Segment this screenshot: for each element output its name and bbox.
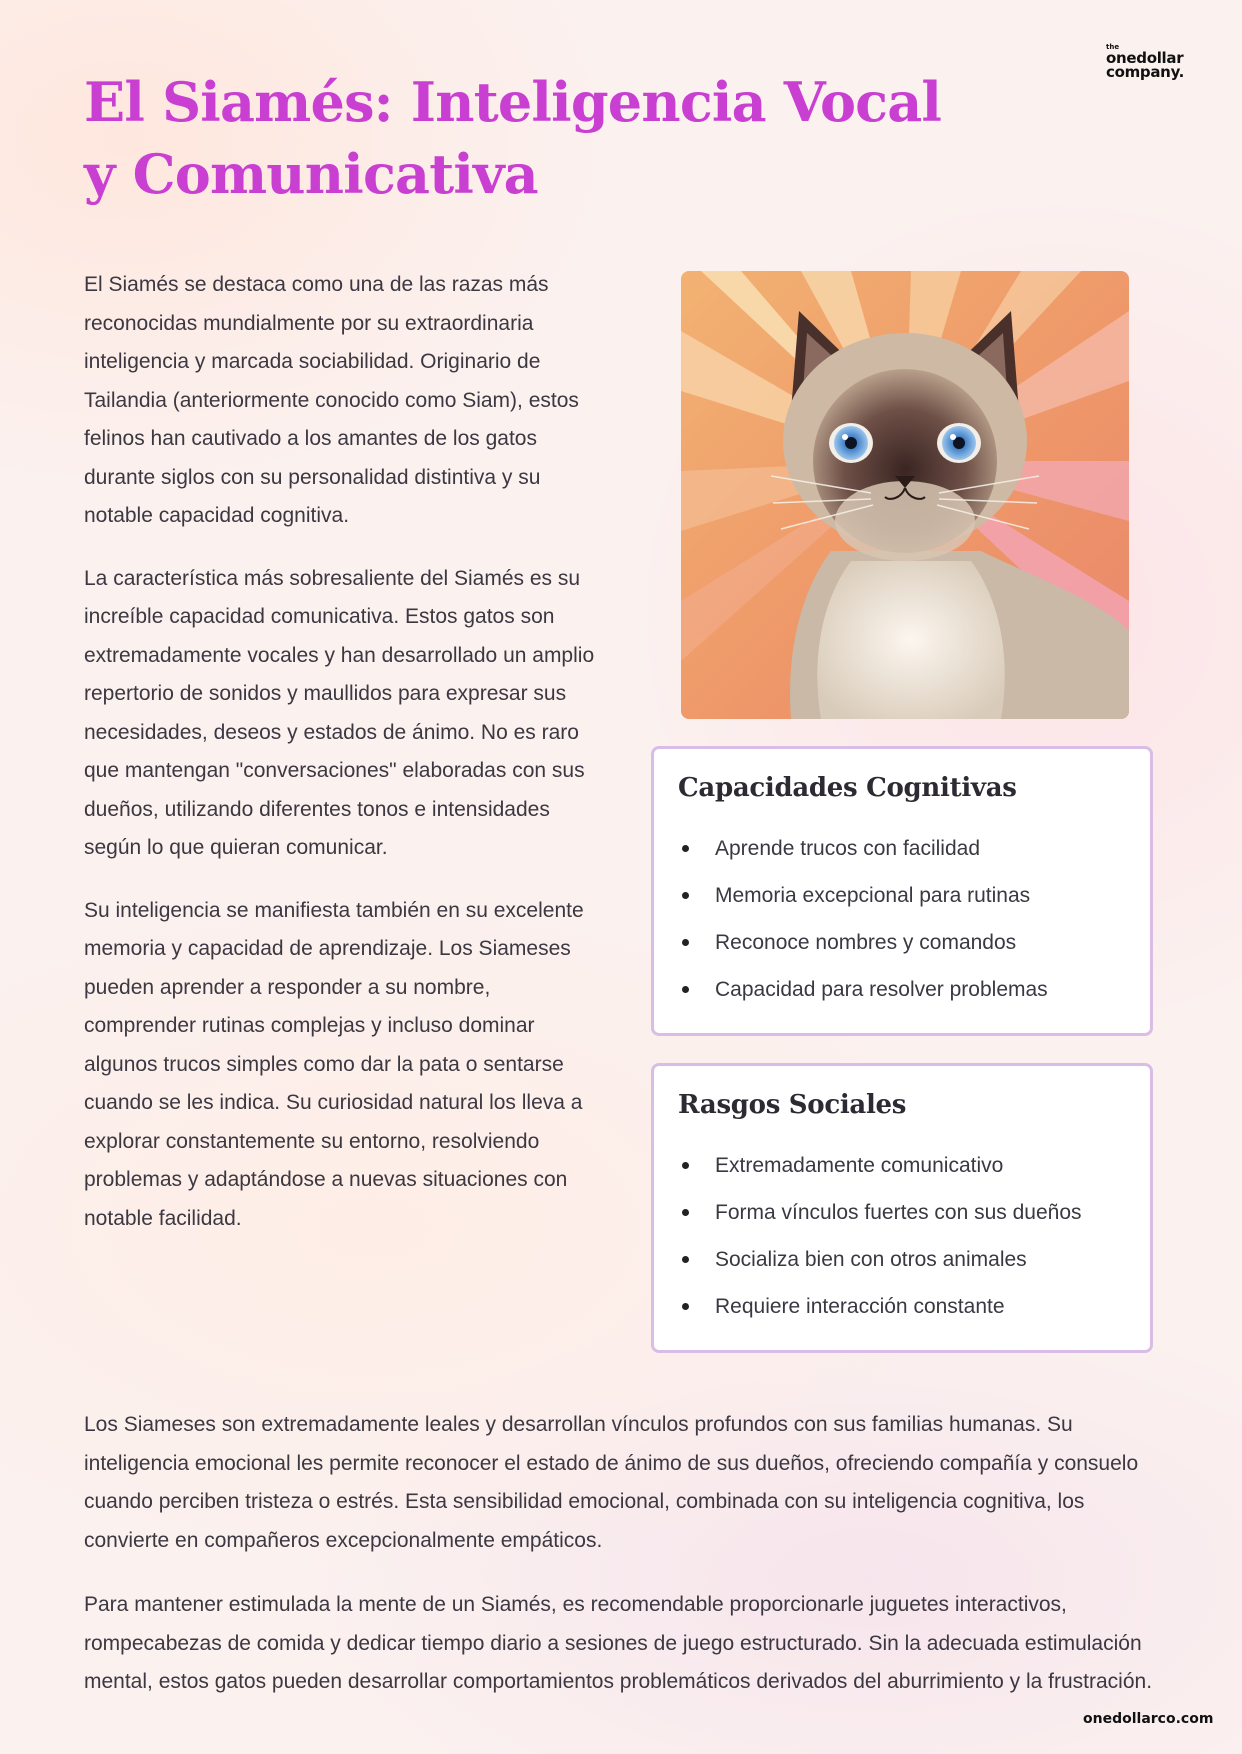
bullet-icon [682, 939, 689, 946]
intro-paragraph: El Siamés se destaca como una de las razas más reconocidas mundialmente por su extraordinaria inteligencia y marcada sociabilidad. Originario de Tailandia (anteriormente conocido como Siam), estos felinos han cautivado a los amantes de los gatos durante siglos con su personalidad distintiva y su notable capacidad cognitiva. [84, 273, 579, 527]
card-list [678, 825, 1126, 1013]
siamese-cat-image [681, 271, 1129, 719]
page-title: El Siamés: Inteligencia Vocal y Comunicativa [84, 70, 942, 206]
brand-logo-line2: company. [1106, 63, 1185, 82]
list-item [678, 919, 1126, 966]
bullet-icon [682, 1162, 689, 1169]
bullet-icon [682, 1256, 689, 1263]
list-item [678, 872, 1126, 919]
brand-logo-the: the [1106, 43, 1120, 51]
list-item-text: Socializa bien con otros animales [715, 1248, 1027, 1271]
closing-paragraph: Los Siameses son extremadamente leales y desarrollan vínculos profundos con sus familias humanas. Su inteligencia emocional les permite reconocer el estado de ánimo de sus dueños, ofreciendo compañía y consuelo cuando perciben tristeza o estrés. Esta sensibilidad emocional, combinada con su inteligencia cognitiva, los convierte en compañeros excepcionalmente empáticos. [84, 1413, 1139, 1552]
bullet-icon [682, 845, 689, 852]
list-item-text: Aprende trucos con facilidad [715, 837, 980, 860]
intro-text-column [84, 266, 600, 1262]
bullet-icon [682, 1209, 689, 1216]
list-item-text: Capacidad para resolver problemas [715, 978, 1048, 1001]
cognitive-abilities-card [651, 746, 1153, 1036]
list-item-text: Extremadamente comunicativo [715, 1154, 1004, 1177]
closing-paragraph: Para mantener estimulada la mente de un Siamés, es recomendable proporcionarle juguetes interactivos, rompecabezas de comida y dedicar tiempo diario a sesiones de juego estructurado. Sin la adecuada estimulación mental, estos gatos pueden desarrollar comportamientos problemáticos derivados del aburrimiento y la frustración. [84, 1593, 1153, 1693]
list-item-text: Reconoce nombres y comandos [715, 931, 1017, 954]
list-item [678, 1189, 1126, 1236]
list-item [678, 966, 1126, 1013]
bullet-icon [682, 892, 689, 899]
list-item-text: Memoria excepcional para rutinas [715, 884, 1031, 907]
card-list [678, 1142, 1126, 1330]
bullet-icon [682, 986, 689, 993]
intro-paragraph: Su inteligencia se manifiesta también en su excelente memoria y capacidad de aprendizaje. Los Siameses pueden aprender a responder a su nombre, comprender rutinas complejas y incluso dominar algunos trucos simples como dar la pata o sentarse cuando se les indica. Su curiosidad natural los lleva a explorar constantemente su entorno, resolviendo problemas y adaptándose a nuevas situaciones con notable facilidad. [84, 898, 584, 1230]
list-item [678, 825, 1126, 872]
brand-logo-line1: onedollar [1106, 49, 1184, 67]
card-title: Rasgos Sociales [678, 1090, 907, 1120]
list-item-text: Forma vínculos fuertes con sus dueños [715, 1201, 1082, 1224]
closing-text [84, 1406, 1164, 1728]
intro-paragraph: La característica más sobresaliente del Siamés es su increíble capacidad comunicativa. Estos gatos son extremadamente vocales y han desarrollado un amplio repertorio de sonidos y maullidos para expresar sus necesidades, deseos y estados de ánimo. No es raro que mantengan "conversaciones" elaboradas con sus dueños, utilizando diferentes tonos e intensidades según lo que quieran comunicar. [84, 566, 595, 859]
footer-website-link[interactable]: onedollarco.com [1083, 1711, 1214, 1727]
card-title: Capacidades Cognitivas [678, 773, 1017, 803]
brand-logo [1106, 44, 1196, 80]
list-item-text: Requiere interacción constante [715, 1295, 1005, 1318]
list-item [678, 1142, 1126, 1189]
list-item [678, 1283, 1126, 1330]
list-item [678, 1236, 1126, 1283]
bullet-icon [682, 1303, 689, 1310]
social-traits-card [651, 1063, 1153, 1353]
